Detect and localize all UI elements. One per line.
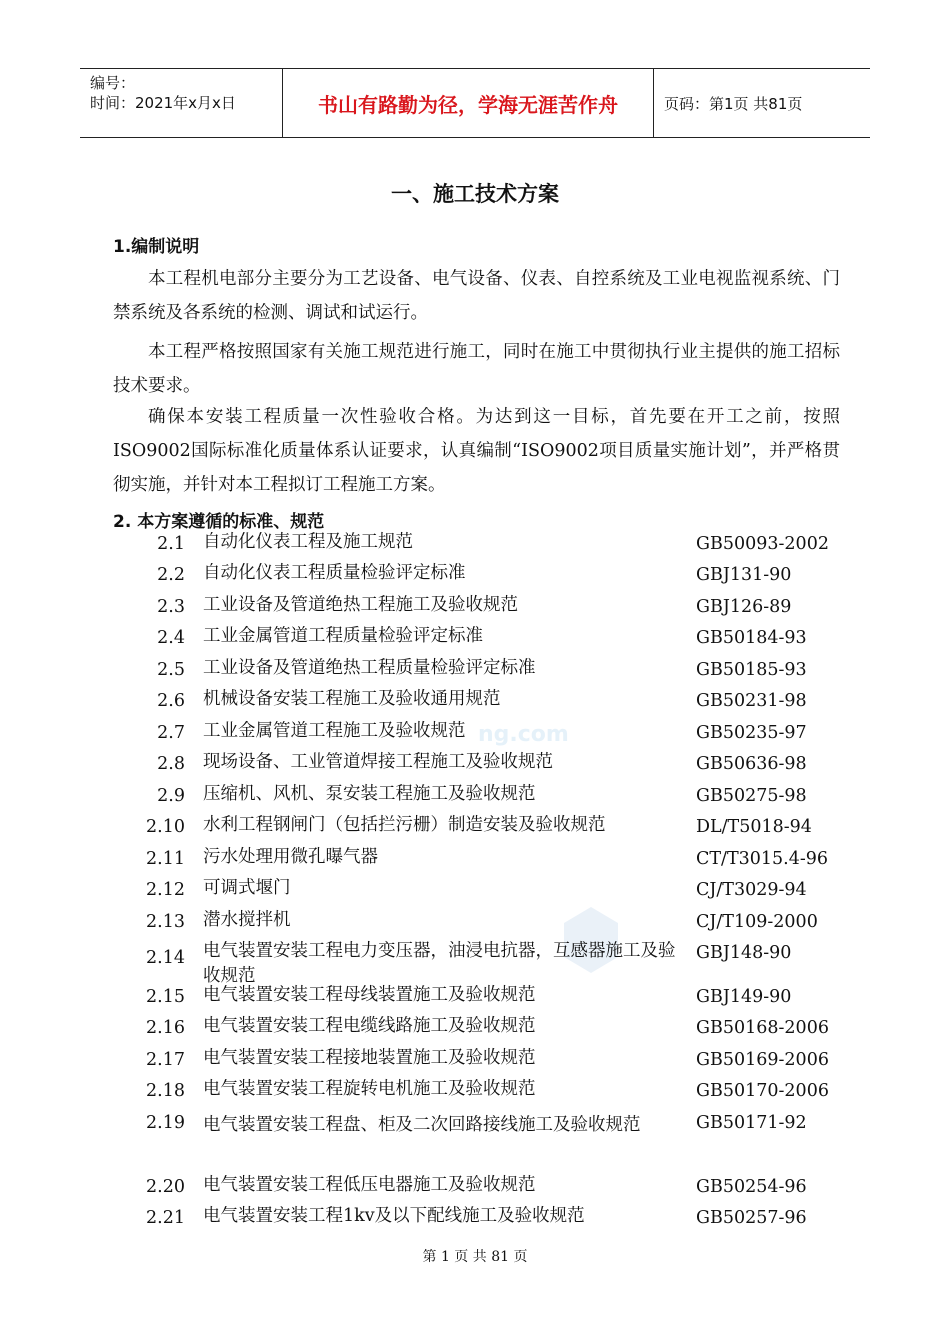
- standard-code: GB50254-96: [696, 1177, 807, 1197]
- standard-name: 机械设备安装工程施工及验收通用规范: [203, 689, 501, 709]
- standard-code: GB50231-98: [696, 691, 807, 711]
- section-1-paragraph-2: 本工程严格按照国家有关施工规范进行施工，同时在施工中贯彻执行业主提供的施工招标技术要求。: [113, 342, 840, 396]
- section-2-heading: 2. 本方案遵循的标准、规范: [113, 512, 325, 532]
- standard-code: GB50636-98: [696, 754, 807, 774]
- standard-name: 可调式堰门: [203, 878, 291, 898]
- standard-code: GB50093-2002: [696, 534, 829, 554]
- standard-number: 2.11: [146, 849, 185, 869]
- standard-number: 2.20: [146, 1177, 185, 1197]
- standard-number: 2.7: [157, 723, 185, 743]
- standard-name: 电气装置安装工程电力变压器，油浸电抗器，互感器施工及验收规范: [203, 941, 676, 986]
- standard-number: 2.21: [146, 1208, 185, 1228]
- standard-code: GB50185-93: [696, 660, 807, 680]
- page-header: [80, 68, 870, 138]
- standard-number: 2.9: [157, 786, 185, 806]
- standard-name: 现场设备、工业管道焊接工程施工及验收规范: [203, 752, 553, 772]
- standard-name: 电气装置安装工程低压电器施工及验收规范: [203, 1175, 536, 1195]
- standard-number: 2.16: [146, 1018, 185, 1038]
- document-title: 一、施工技术方案: [391, 182, 559, 206]
- page-footer: 第 1 页 共 81 页: [422, 1249, 528, 1265]
- standard-code: GB50184-93: [696, 628, 807, 648]
- standard-code: GBJ126-89: [696, 597, 792, 617]
- standard-name: 自动化仪表工程质量检验评定标准: [203, 563, 466, 583]
- standard-name: 工业金属管道工程质量检验评定标准: [203, 626, 483, 646]
- standard-number: 2.15: [146, 987, 185, 1007]
- document-number-label: 编号：: [90, 74, 136, 92]
- standard-name: 电气装置安装工程接地装置施工及验收规范: [203, 1048, 536, 1068]
- standard-code: GBJ149-90: [696, 987, 792, 1007]
- standard-number: 2.5: [157, 660, 185, 680]
- document-date: 时间：2021年x月x日: [90, 94, 236, 112]
- standard-name: 水利工程钢闸门（包括拦污栅）制造安装及验收规范: [203, 815, 606, 835]
- standard-name: 污水处理用微孔曝气器: [203, 847, 378, 867]
- standard-name: 自动化仪表工程及施工规范: [203, 532, 413, 552]
- standard-number: 2.3: [157, 597, 185, 617]
- watermark-text: ng.com: [478, 722, 569, 747]
- standard-name: 电气装置安装工程母线装置施工及验收规范: [203, 985, 536, 1005]
- standard-code: GB50170-2006: [696, 1081, 829, 1101]
- standard-code: GB50257-96: [696, 1208, 807, 1228]
- section-1-paragraph-1: 本工程机电部分主要分为工艺设备、电气设备、仪表、自控系统及工业电视监视系统、门禁系统及各系统的检测、调试和试运行。: [113, 269, 840, 323]
- standard-code: CJ/T109-2000: [696, 912, 818, 932]
- standard-name: 电气装置安装工程旋转电机施工及验收规范: [203, 1079, 536, 1099]
- standard-name: 工业设备及管道绝热工程施工及验收规范: [203, 595, 518, 615]
- section-1-paragraph-3: 确保本安装工程质量一次性验收合格。为达到这一目标，首先要在开工之前，按照ISO9002国际标准化质量体系认证要求，认真编制“ISO9002项目质量实施计划”，并严格贯彻实施，并针对本工程拟订工程施工方案。: [113, 407, 840, 495]
- header-motto: 书山有路勤为径，学海无涯苦作舟: [282, 69, 654, 137]
- standard-number: 2.4: [157, 628, 185, 648]
- standard-code: GB50275-98: [696, 786, 807, 806]
- standard-number: 2.2: [157, 565, 185, 585]
- standard-number: 2.1: [157, 534, 185, 554]
- standard-number: 2.8: [157, 754, 185, 774]
- standard-code: GBJ148-90: [696, 943, 792, 963]
- standard-code: GB50168-2006: [696, 1018, 829, 1038]
- standard-code: DL/T5018-94: [696, 817, 812, 837]
- section-1-heading: 1.编制说明: [113, 237, 200, 257]
- standard-code: GB50235-97: [696, 723, 807, 743]
- standard-number: 2.6: [157, 691, 185, 711]
- standard-name: 工业设备及管道绝热工程质量检验评定标准: [203, 658, 536, 678]
- header-meta: [80, 69, 282, 137]
- standard-number: 2.18: [146, 1081, 185, 1101]
- standard-name: 潜水搅拌机: [203, 910, 291, 930]
- standard-code: GB50169-2006: [696, 1050, 829, 1070]
- standard-name: 压缩机、风机、泵安装工程施工及验收规范: [203, 784, 536, 804]
- standard-name: 工业金属管道工程施工及验收规范: [203, 721, 466, 741]
- standard-number: 2.14: [146, 948, 185, 968]
- standard-code: GB50171-92: [696, 1113, 807, 1133]
- header-page-number: 页码：第1页 共81页: [664, 94, 803, 113]
- standard-number: 2.10: [146, 817, 185, 837]
- standard-code: CJ/T3029-94: [696, 880, 807, 900]
- standard-number: 2.17: [146, 1050, 185, 1070]
- standard-number: 2.19: [146, 1113, 185, 1133]
- standard-number: 2.13: [146, 912, 185, 932]
- standard-code: GBJ131-90: [696, 565, 792, 585]
- standard-name: 电气装置安装工程电缆线路施工及验收规范: [203, 1016, 536, 1036]
- standard-number: 2.12: [146, 880, 185, 900]
- standard-code: CT/T3015.4-96: [696, 849, 829, 869]
- standard-name: 电气装置安装工程盘、柜及二次回路接线施工及验收规范: [203, 1115, 641, 1135]
- standard-name: 电气装置安装工程1kv及以下配线施工及验收规范: [203, 1206, 585, 1226]
